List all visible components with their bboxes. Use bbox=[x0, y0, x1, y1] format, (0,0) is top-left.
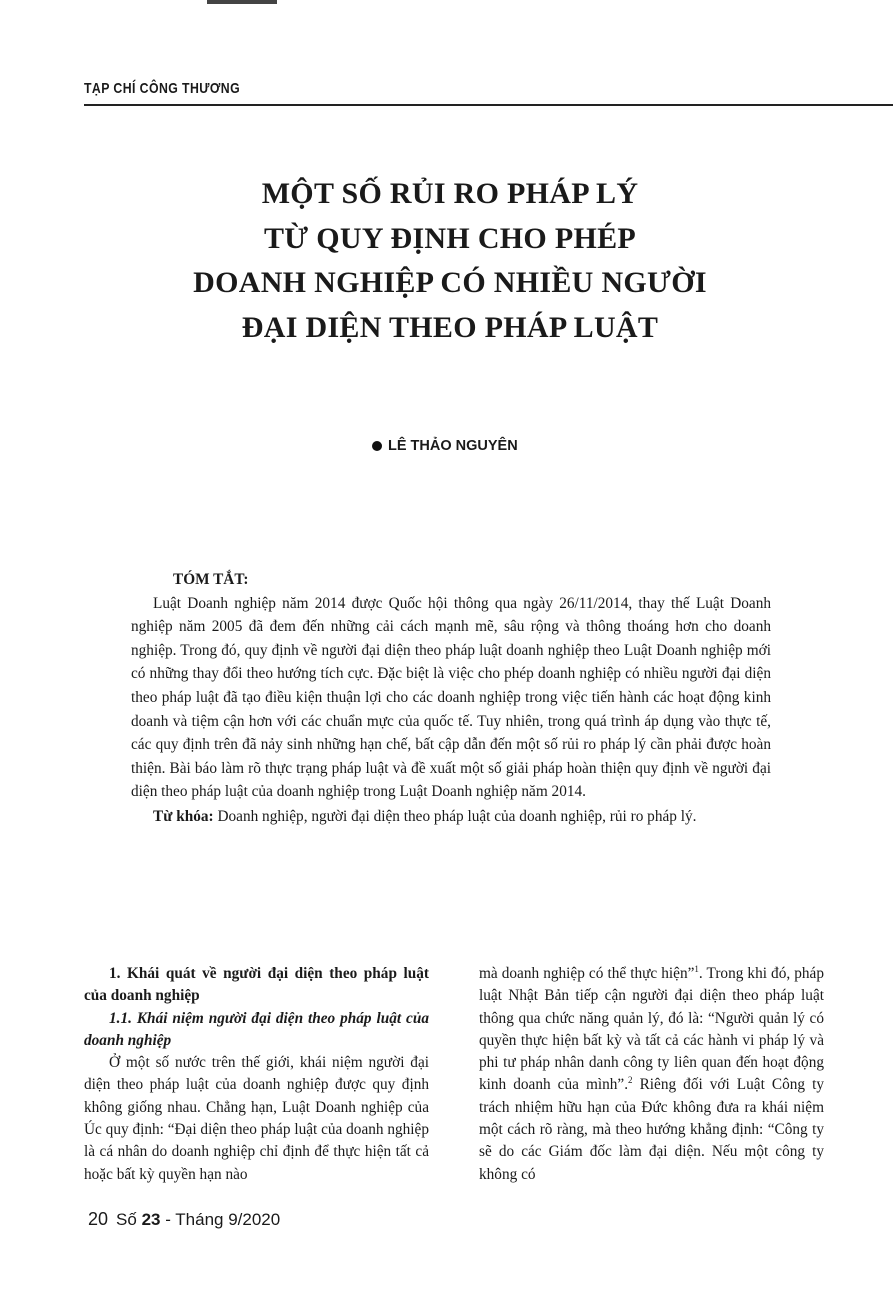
keywords bbox=[131, 805, 771, 829]
article-title bbox=[100, 172, 800, 350]
scan-artifact bbox=[207, 0, 277, 4]
title-line: ĐẠI DIỆN THEO PHÁP LUẬT bbox=[241, 310, 659, 344]
title-line: TỪ QUY ĐỊNH CHO PHÉP bbox=[263, 221, 637, 255]
keywords-text: Doanh nghiệp, người đại diện theo pháp luật của doanh nghiệp, rủi ro pháp lý. bbox=[217, 807, 697, 825]
left-column bbox=[84, 963, 429, 1186]
author-name: LÊ THẢO NGUYÊN bbox=[388, 438, 518, 454]
abstract bbox=[131, 568, 771, 829]
right-column bbox=[479, 963, 824, 1186]
subsection-heading: 1.1. Khái niệm người đại diện theo pháp luật của doanh nghiệp bbox=[84, 1009, 429, 1049]
abstract-heading: TÓM TẮT: bbox=[173, 571, 249, 588]
page-number: 20 bbox=[88, 1209, 109, 1229]
section-heading: 1. Khái quát về người đại diện theo pháp luật của doanh nghiệp bbox=[84, 965, 429, 1005]
header-rule bbox=[84, 104, 893, 106]
bullet-icon bbox=[372, 441, 382, 451]
journal-name: TẠP CHÍ CÔNG THƯƠNG bbox=[84, 80, 241, 97]
body-paragraph: Ở một số nước trên thế giới, khái niệm người đại diện theo pháp luật của doanh nghiệp được quy định không giống nhau. Chẳng hạn, Luật Doanh nghiệp của Úc quy định: “Đại diện theo pháp luật của doanh nghiệp là cá nhân do doanh nghiệp chỉ định để thực hiện tất cả hoặc bất kỳ quyền hạn nào bbox=[84, 1054, 429, 1183]
page-footer bbox=[88, 1209, 280, 1230]
author-line bbox=[372, 438, 518, 454]
footnote-ref: 2 bbox=[628, 1075, 633, 1086]
body-paragraph: mà doanh nghiệp có thể thực hiện”$^1$. Trong khi đó, pháp luật Nhật Bản tiếp cận người đại diện theo pháp luật thông qua chức năng quản lý, đó là: “Người quản lý có quyền thực hiện bất kỳ và tất cả các hành vi pháp lý và phi tư pháp nhân danh công ty liên quan đến hoạt động kinh doanh của mình”.$^2$ Riêng đối với Luật Công ty trách nhiệm hữu hạn của Đức không đưa ra khái niệm một cách rõ ràng, mà theo hướng khẳng định: “Công ty sẽ do các Giám đốc làm đại diện. Nếu một công ty không có bbox=[479, 963, 824, 1183]
title-line: DOANH NGHIỆP CÓ NHIỀU NGƯỜI bbox=[193, 266, 707, 299]
abstract-body: Luật Doanh nghiệp năm 2014 được Quốc hội thông qua ngày 26/11/2014, thay thế Luật Doanh nghiệp năm 2005 đã đem đến những cải cách mạnh mẽ, sâu rộng và thông thoáng hơn cho doanh nghiệp. Trong đó, quy định về người đại diện theo pháp luật doanh nghiệp theo Luật Doanh nghiệp mới có những thay đổi theo hướng tích cực. Đặc biệt là việc cho phép doanh nghiệp có nhiều người đại diện theo pháp luật đã tạo điều kiện thuận lợi cho các doanh nghiệp trong việc tiến hành các hoạt động kinh doanh và tiệm cận hơn với các chuẩn mực của quốc tế. Tuy nhiên, trong quá trình áp dụng vào thực tế, các quy định trên đã nảy sinh những hạn chế, bất cập dẫn đến một số rủi ro pháp lý cần phải được hoàn thiện. Bài báo làm rõ thực trạng pháp luật và đề xuất một số giải pháp hoàn thiện quy định về người đại diện theo pháp luật của doanh nghiệp trong Luật Doanh nghiệp năm 2014. bbox=[131, 594, 771, 801]
keywords-label: Từ khóa: bbox=[153, 807, 214, 825]
footnote-ref: 1 bbox=[694, 963, 699, 974]
title-line: MỘT SỐ RỦI RO PHÁP LÝ bbox=[261, 177, 639, 210]
issue-info: Số 23 - Tháng 9/2020 bbox=[116, 1210, 281, 1229]
